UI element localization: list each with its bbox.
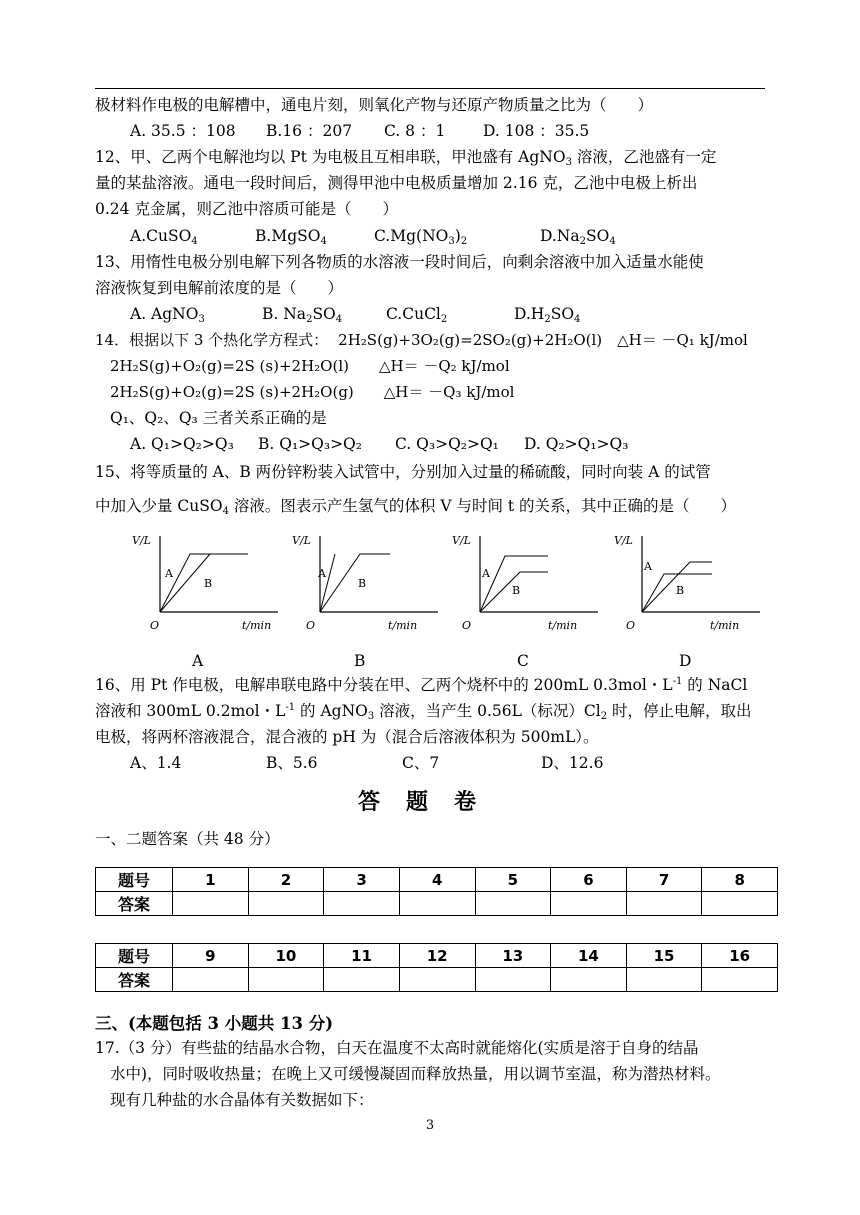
answer-table-1: [95, 867, 778, 916]
graph-c-y-axis-label: V/L: [452, 534, 471, 547]
q14-option-d: D. Q₂>Q₁>Q₃: [524, 435, 629, 453]
q13-line-1: 13、用惰性电极分别电解下列各物质的水溶液一段时间后，向剩余溶液中加入适量水能使: [95, 253, 704, 271]
table-row: [96, 868, 778, 892]
table-row: [96, 968, 778, 992]
question-number-cell: 16: [702, 944, 778, 968]
answer-table-2: [95, 943, 778, 992]
graph-c-origin: O: [462, 619, 472, 632]
q14-relation-line: Q₁、Q₂、Q₃ 三者关系正确的是: [110, 409, 327, 427]
graph-b-origin: O: [306, 619, 316, 632]
page-number: 3: [425, 1118, 435, 1133]
q12-option-d: $D.Na_2SO_4$: [540, 227, 616, 247]
graph-label-a: A: [192, 652, 204, 670]
q16-line-3: 电极，将两杯溶液混合，混合液的 pH 为（混合后溶液体积为 500mL）。: [95, 728, 599, 746]
q11-option-c: C. 8 ：1: [384, 122, 446, 140]
answer-cell[interactable]: [475, 892, 551, 916]
q14-option-c: C. Q₃>Q₂>Q₁: [395, 435, 499, 453]
answer-cell[interactable]: [173, 892, 249, 916]
q11-option-d: D. 108 ：35.5: [483, 122, 590, 140]
table-row: [96, 944, 778, 968]
q17-line-1: 17.（3 分）有些盐的结晶水合物，白天在温度不太高时就能熔化(实质是溶于自身的结晶: [95, 1039, 699, 1057]
q16-option-a: A、1.4: [130, 754, 182, 772]
question-number-cell: 6: [551, 868, 627, 892]
answer-cell[interactable]: [248, 968, 324, 992]
q16-option-d: D、12.6: [541, 754, 604, 772]
graph-c-line-a-label: A: [482, 567, 490, 580]
section-3-heading: 三、(本题包括 3 小题共 13 分): [95, 1014, 334, 1033]
q11-option-a: A. 35.5 ：108: [130, 122, 236, 140]
answer-cell[interactable]: [702, 892, 778, 916]
q11-line: 极材料作电极的电解槽中，通电片刻，则氧化产物与还原产物质量之比为（ ）: [95, 96, 654, 114]
graph-b-y-axis-label: V/L: [292, 534, 311, 547]
graph-c: [450, 532, 615, 644]
table-header-cell: 题号: [96, 944, 173, 968]
q14-equation-3: 2H₂S(g)+O₂(g)=2S (s)+2H₂O(g) △H＝ －Q₃ kJ/mol: [110, 383, 515, 401]
graph-a-y-axis-label: V/L: [132, 534, 151, 547]
answer-cell[interactable]: [173, 968, 249, 992]
graph-d: [612, 532, 777, 644]
question-number-cell: 15: [626, 944, 702, 968]
q12-line-1: 12、甲、乙两个电解池均以 Pt 为电极且互相串联，甲池盛有 AgNO$_3$ 溶液，乙池盛有一定: [95, 148, 717, 168]
answer-cell[interactable]: [399, 968, 475, 992]
q17-line-3: 现有几种盐的水合晶体有关数据如下：: [110, 1091, 374, 1109]
question-number-cell: 13: [475, 944, 551, 968]
q12-option-c: $C.Mg(NO_3)_2$: [374, 227, 468, 247]
q14-option-b: B. Q₁>Q₃>Q₂: [258, 435, 362, 453]
answer-cell[interactable]: [551, 892, 627, 916]
q14-intro-line: 14．根据以下 3 个热化学方程式： 2H₂S(g)+3O₂(g)=2SO₂(g)+2H₂O(l) △H＝ －Q₁ kJ/mol: [95, 331, 748, 349]
question-number-cell: 14: [551, 944, 627, 968]
q16-line-1: 16、用 Pt 作电极，电解串联电路中分装在甲、乙两个烧杯中的 200mL 0.3mol・$L^{-1}$ 的 NaCl: [95, 676, 748, 694]
question-number-cell: 9: [173, 944, 249, 968]
table-header-cell: 答案: [96, 892, 173, 916]
question-number-cell: 5: [475, 868, 551, 892]
table-header-cell: 答案: [96, 968, 173, 992]
q12-line-2: 量的某盐溶液。通电一段时间后，测得甲池中电极质量增加 2.16 克，乙池中电极上析出: [95, 174, 698, 192]
q16-option-c: C、7: [402, 754, 440, 772]
graph-d-line-b-label: B: [676, 584, 685, 597]
graph-a: [130, 532, 295, 644]
q13-line-2: 溶液恢复到电解前浓度的是（ ）: [95, 279, 344, 297]
q14-option-a: A. Q₁>Q₂>Q₃: [130, 435, 234, 453]
answer-cell[interactable]: [626, 892, 702, 916]
answer-sheet-title: 答题卷: [357, 789, 502, 815]
graph-c-x-axis-label: t/min: [548, 619, 578, 632]
question-number-cell: 12: [399, 944, 475, 968]
header-rule: [95, 88, 765, 89]
graph-label-c: C: [517, 652, 529, 670]
graph-a-x-axis-label: t/min: [242, 619, 272, 632]
answer-cell[interactable]: [475, 968, 551, 992]
graph-d-line-a-label: A: [644, 560, 652, 573]
graph-a-origin: O: [150, 619, 160, 632]
q13-option-c: C.CuCl$_2$: [386, 305, 448, 325]
graph-b-line-a-label: A: [318, 567, 326, 580]
graph-d-x-axis-label: t/min: [710, 619, 740, 632]
answer-cell[interactable]: [626, 968, 702, 992]
graph-b-line-b-label: B: [358, 577, 367, 590]
answer-cell[interactable]: [248, 892, 324, 916]
q12-line-3: 0.24 克金属，则乙池中溶质可能是（ ）: [95, 200, 398, 218]
graph-d-y-axis-label: V/L: [614, 534, 633, 547]
table-row: [96, 892, 778, 916]
graph-label-d: D: [679, 652, 692, 670]
answer-cell[interactable]: [324, 892, 400, 916]
q16-line-2: 溶液和 300mL 0.2mol・$L^{-1}$ 的 AgNO$_3$ 溶液，当产生 0.56L（标况）$Cl_2$ 时，停止电解，取出: [95, 702, 752, 722]
answer-cell[interactable]: [324, 968, 400, 992]
answer-cell[interactable]: [702, 968, 778, 992]
q13-option-b: B. $Na_2SO_4$: [262, 305, 343, 325]
q12-option-b: B.MgSO$_4$: [255, 227, 327, 247]
q11-option-b: B.16 ：207: [266, 122, 353, 140]
section-1-2-heading: 一、二题答案（共 48 分）: [95, 830, 280, 848]
question-number-cell: 10: [248, 944, 324, 968]
q17-line-2: 水中)，同时吸收热量；在晚上又可缓慢凝固而释放热量，用以调节室温，称为潜热材料。: [110, 1065, 721, 1083]
graph-c-line-b-label: B: [512, 584, 521, 597]
graph-a-line-a-label: A: [165, 567, 173, 580]
question-number-cell: 8: [702, 868, 778, 892]
q15-line-1: 15、将等质量的 A、B 两份锌粉装入试管中，分别加入过量的稀硫酸，同时向装 A 的试管: [95, 463, 711, 481]
q13-option-d: $D.H_2SO_4$: [514, 305, 581, 325]
question-number-cell: 4: [399, 868, 475, 892]
graph-d-origin: O: [626, 619, 636, 632]
q15-line-2: 中加入少量 CuSO$_4$ 溶液。图表示产生氢气的体积 V 与时间 t 的关系，其中正确的是（ ）: [95, 497, 737, 517]
answer-cell[interactable]: [399, 892, 475, 916]
graph-a-line-b-label: B: [204, 577, 213, 590]
q13-option-a: A. AgNO$_3$: [130, 305, 205, 325]
graph-b: [290, 532, 455, 644]
q12-option-a: A.CuSO$_4$: [130, 227, 198, 247]
table-header-cell: 题号: [96, 868, 173, 892]
graph-b-x-axis-label: t/min: [388, 619, 418, 632]
question-number-cell: 2: [248, 868, 324, 892]
graph-label-b: B: [354, 652, 366, 670]
q14-equation-2: 2H₂S(g)+O₂(g)=2S (s)+2H₂O(l) △H＝ －Q₂ kJ/mol: [110, 357, 510, 375]
question-number-cell: 1: [173, 868, 249, 892]
question-number-cell: 11: [324, 944, 400, 968]
question-number-cell: 7: [626, 868, 702, 892]
answer-cell[interactable]: [551, 968, 627, 992]
question-number-cell: 3: [324, 868, 400, 892]
q16-option-b: B、5.6: [266, 754, 318, 772]
